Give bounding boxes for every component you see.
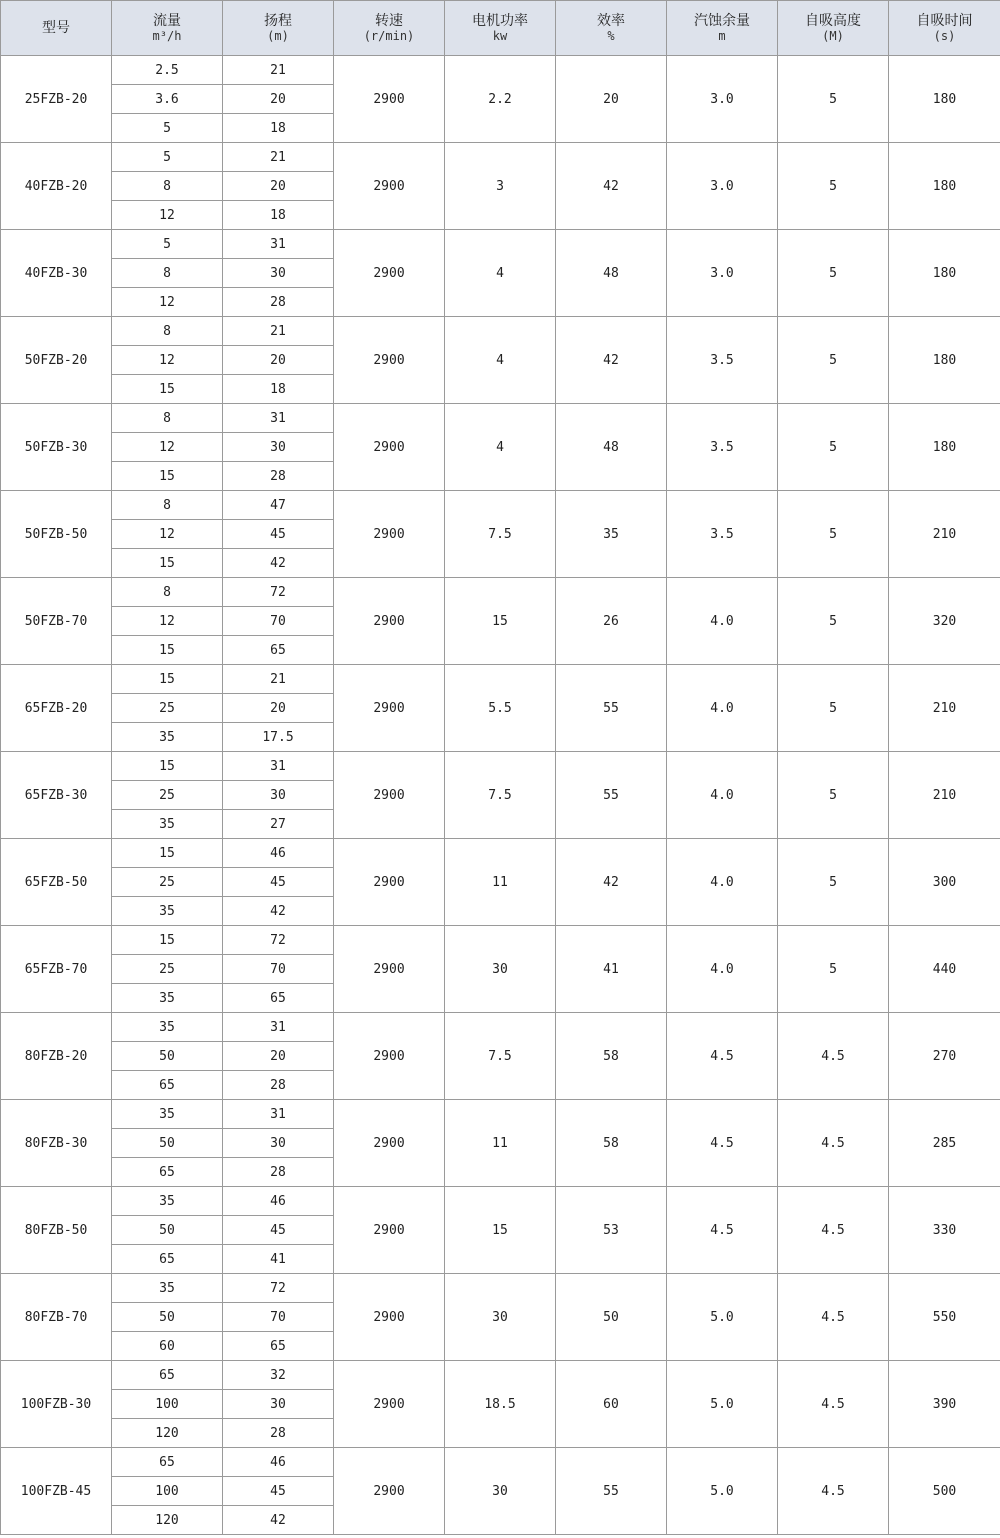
npsh-cell: 4.0 [667,665,778,752]
power-cell: 4 [445,404,556,491]
flow-cell: 12 [112,346,223,375]
power-cell: 11 [445,839,556,926]
power-cell: 7.5 [445,752,556,839]
head-cell: 65 [223,1332,334,1361]
suction-time-cell: 550 [889,1274,1000,1361]
head-cell: 70 [223,1303,334,1332]
flow-cell: 25 [112,955,223,984]
flow-cell: 15 [112,462,223,491]
efficiency-cell: 53 [556,1187,667,1274]
npsh-cell: 3.5 [667,491,778,578]
speed-cell: 2900 [334,491,445,578]
head-cell: 30 [223,1129,334,1158]
suction-time-cell: 300 [889,839,1000,926]
table-row [1,578,1000,607]
head-cell: 18 [223,114,334,143]
npsh-cell: 3.0 [667,56,778,143]
power-cell: 3 [445,143,556,230]
flow-cell: 120 [112,1419,223,1448]
flow-cell: 12 [112,433,223,462]
head-cell: 41 [223,1245,334,1274]
flow-cell: 12 [112,288,223,317]
model-cell: 50FZB-30 [1,404,112,491]
efficiency-cell: 55 [556,665,667,752]
npsh-cell: 4.0 [667,926,778,1013]
npsh-cell: 3.5 [667,404,778,491]
speed-cell: 2900 [334,1100,445,1187]
header-model-label: 型号 [42,20,70,36]
flow-cell: 8 [112,259,223,288]
table-row [1,1187,1000,1216]
head-cell: 30 [223,433,334,462]
header-model [1,1,112,56]
flow-cell: 5 [112,114,223,143]
power-cell: 30 [445,1448,556,1535]
table-row [1,404,1000,433]
flow-cell: 15 [112,839,223,868]
head-cell: 31 [223,1013,334,1042]
efficiency-cell: 58 [556,1013,667,1100]
head-cell: 21 [223,665,334,694]
power-cell: 18.5 [445,1361,556,1448]
flow-cell: 65 [112,1361,223,1390]
power-cell: 30 [445,1274,556,1361]
suction-height-cell: 5 [778,491,889,578]
suction-height-cell: 5 [778,665,889,752]
flow-cell: 35 [112,1100,223,1129]
suction-time-cell: 390 [889,1361,1000,1448]
power-cell: 7.5 [445,491,556,578]
flow-cell: 35 [112,897,223,926]
flow-cell: 8 [112,491,223,520]
npsh-cell: 4.0 [667,578,778,665]
head-cell: 42 [223,897,334,926]
efficiency-cell: 42 [556,143,667,230]
head-cell: 45 [223,520,334,549]
suction-time-cell: 180 [889,404,1000,491]
speed-cell: 2900 [334,56,445,143]
flow-cell: 120 [112,1506,223,1535]
header-flow [112,1,223,56]
header-head [223,1,334,56]
head-cell: 32 [223,1361,334,1390]
model-cell: 80FZB-50 [1,1187,112,1274]
flow-cell: 25 [112,781,223,810]
header-power-label: 电机功率 [472,12,528,29]
suction-height-cell: 4.5 [778,1013,889,1100]
efficiency-cell: 60 [556,1361,667,1448]
speed-cell: 2900 [334,839,445,926]
header-head-unit: (m) [267,28,289,43]
head-cell: 17.5 [223,723,334,752]
flow-cell: 5 [112,143,223,172]
head-cell: 31 [223,752,334,781]
npsh-cell: 4.5 [667,1100,778,1187]
efficiency-cell: 35 [556,491,667,578]
efficiency-cell: 20 [556,56,667,143]
flow-cell: 35 [112,984,223,1013]
head-cell: 31 [223,404,334,433]
suction-time-cell: 180 [889,56,1000,143]
speed-cell: 2900 [334,665,445,752]
header-speed [334,1,445,56]
suction-time-cell: 210 [889,665,1000,752]
power-cell: 4 [445,317,556,404]
npsh-cell: 3.5 [667,317,778,404]
head-cell: 65 [223,984,334,1013]
speed-cell: 2900 [334,578,445,665]
power-cell: 30 [445,926,556,1013]
flow-cell: 35 [112,1274,223,1303]
head-cell: 45 [223,1477,334,1506]
head-cell: 45 [223,1216,334,1245]
suction-height-cell: 5 [778,839,889,926]
flow-cell: 25 [112,694,223,723]
head-cell: 72 [223,926,334,955]
efficiency-cell: 55 [556,1448,667,1535]
flow-cell: 50 [112,1303,223,1332]
npsh-cell: 4.0 [667,839,778,926]
model-cell: 65FZB-70 [1,926,112,1013]
speed-cell: 2900 [334,404,445,491]
flow-cell: 100 [112,1477,223,1506]
suction-height-cell: 4.5 [778,1274,889,1361]
head-cell: 70 [223,607,334,636]
header-speed-unit: (r/min) [363,28,415,43]
npsh-cell: 5.0 [667,1274,778,1361]
npsh-cell: 4.5 [667,1187,778,1274]
flow-cell: 65 [112,1071,223,1100]
header-suction-time [889,1,1000,56]
flow-cell: 12 [112,607,223,636]
suction-height-cell: 5 [778,143,889,230]
suction-height-cell: 5 [778,404,889,491]
table-row [1,1448,1000,1477]
model-cell: 80FZB-70 [1,1274,112,1361]
speed-cell: 2900 [334,317,445,404]
speed-cell: 2900 [334,143,445,230]
suction-time-cell: 180 [889,143,1000,230]
flow-cell: 15 [112,375,223,404]
suction-height-cell: 4.5 [778,1361,889,1448]
suction-time-cell: 285 [889,1100,1000,1187]
flow-cell: 25 [112,868,223,897]
suction-time-cell: 210 [889,491,1000,578]
speed-cell: 2900 [334,752,445,839]
header-head-label: 扬程 [264,12,292,29]
header-flow-unit: m³/h [152,28,182,43]
flow-cell: 8 [112,578,223,607]
header-power [445,1,556,56]
npsh-cell: 4.5 [667,1013,778,1100]
efficiency-cell: 42 [556,317,667,404]
table-header-row [1,1,1000,56]
model-cell: 80FZB-30 [1,1100,112,1187]
head-cell: 30 [223,781,334,810]
flow-cell: 15 [112,549,223,578]
head-cell: 46 [223,1448,334,1477]
model-cell: 40FZB-30 [1,230,112,317]
table-row [1,1013,1000,1042]
power-cell: 15 [445,578,556,665]
power-cell: 15 [445,1187,556,1274]
npsh-cell: 5.0 [667,1448,778,1535]
speed-cell: 2900 [334,926,445,1013]
flow-cell: 12 [112,201,223,230]
table-row [1,1274,1000,1303]
speed-cell: 2900 [334,1361,445,1448]
model-cell: 65FZB-50 [1,839,112,926]
header-efficiency-label: 效率 [597,12,625,29]
head-cell: 31 [223,1100,334,1129]
efficiency-cell: 50 [556,1274,667,1361]
head-cell: 46 [223,1187,334,1216]
model-cell: 100FZB-45 [1,1448,112,1535]
suction-height-cell: 4.5 [778,1100,889,1187]
header-npsh [667,1,778,56]
suction-time-cell: 270 [889,1013,1000,1100]
head-cell: 20 [223,694,334,723]
head-cell: 42 [223,549,334,578]
model-cell: 25FZB-20 [1,56,112,143]
flow-cell: 50 [112,1129,223,1158]
flow-cell: 35 [112,723,223,752]
model-cell: 65FZB-20 [1,665,112,752]
header-suction-height [778,1,889,56]
flow-cell: 65 [112,1158,223,1187]
flow-cell: 15 [112,752,223,781]
table-row [1,665,1000,694]
head-cell: 30 [223,259,334,288]
suction-height-cell: 4.5 [778,1187,889,1274]
suction-height-cell: 5 [778,230,889,317]
head-cell: 20 [223,346,334,375]
head-cell: 42 [223,1506,334,1535]
suction-height-cell: 5 [778,56,889,143]
head-cell: 28 [223,288,334,317]
header-efficiency [556,1,667,56]
flow-cell: 65 [112,1448,223,1477]
power-cell: 7.5 [445,1013,556,1100]
header-power-unit: kw [492,28,508,43]
power-cell: 11 [445,1100,556,1187]
head-cell: 28 [223,462,334,491]
speed-cell: 2900 [334,1187,445,1274]
suction-height-cell: 5 [778,578,889,665]
head-cell: 72 [223,1274,334,1303]
table-body [1,56,1000,1535]
head-cell: 31 [223,230,334,259]
head-cell: 70 [223,955,334,984]
flow-cell: 8 [112,317,223,346]
speed-cell: 2900 [334,1013,445,1100]
head-cell: 20 [223,1042,334,1071]
header-efficiency-unit: % [607,28,615,43]
table-row [1,56,1000,85]
suction-time-cell: 180 [889,230,1000,317]
efficiency-cell: 42 [556,839,667,926]
head-cell: 21 [223,56,334,85]
flow-cell: 100 [112,1390,223,1419]
head-cell: 28 [223,1419,334,1448]
npsh-cell: 5.0 [667,1361,778,1448]
flow-cell: 50 [112,1042,223,1071]
head-cell: 18 [223,201,334,230]
table-row [1,230,1000,259]
flow-cell: 12 [112,520,223,549]
flow-cell: 3.6 [112,85,223,114]
suction-time-cell: 210 [889,752,1000,839]
head-cell: 28 [223,1158,334,1187]
power-cell: 4 [445,230,556,317]
model-cell: 65FZB-30 [1,752,112,839]
head-cell: 21 [223,143,334,172]
header-suction-time-label: 自吸时间 [916,12,973,29]
model-cell: 80FZB-20 [1,1013,112,1100]
model-cell: 50FZB-20 [1,317,112,404]
head-cell: 30 [223,1390,334,1419]
header-npsh-label: 汽蚀余量 [694,12,750,29]
flow-cell: 35 [112,1013,223,1042]
flow-cell: 8 [112,172,223,201]
header-suction-height-unit: (M) [822,28,844,43]
model-cell: 50FZB-50 [1,491,112,578]
speed-cell: 2900 [334,1274,445,1361]
header-speed-label: 转速 [375,12,403,29]
flow-cell: 5 [112,230,223,259]
flow-cell: 35 [112,810,223,839]
table-row [1,752,1000,781]
flow-cell: 15 [112,636,223,665]
head-cell: 21 [223,317,334,346]
head-cell: 20 [223,172,334,201]
suction-time-cell: 330 [889,1187,1000,1274]
suction-time-cell: 180 [889,317,1000,404]
flow-cell: 60 [112,1332,223,1361]
power-cell: 5.5 [445,665,556,752]
flow-cell: 15 [112,926,223,955]
npsh-cell: 3.0 [667,143,778,230]
header-npsh-unit: m [718,28,726,43]
head-cell: 28 [223,1071,334,1100]
efficiency-cell: 58 [556,1100,667,1187]
suction-time-cell: 500 [889,1448,1000,1535]
header-suction-time-unit: (s) [933,28,956,43]
head-cell: 18 [223,375,334,404]
efficiency-cell: 41 [556,926,667,1013]
head-cell: 65 [223,636,334,665]
flow-cell: 50 [112,1216,223,1245]
header-suction-height-label: 自吸高度 [805,12,861,29]
model-cell: 50FZB-70 [1,578,112,665]
efficiency-cell: 48 [556,230,667,317]
table-row [1,1361,1000,1390]
head-cell: 27 [223,810,334,839]
table-row [1,926,1000,955]
npsh-cell: 4.0 [667,752,778,839]
table-row [1,143,1000,172]
suction-height-cell: 5 [778,926,889,1013]
head-cell: 47 [223,491,334,520]
suction-height-cell: 4.5 [778,1448,889,1535]
table-row [1,317,1000,346]
flow-cell: 65 [112,1245,223,1274]
header-flow-label: 流量 [153,12,181,29]
suction-height-cell: 5 [778,752,889,839]
suction-height-cell: 5 [778,317,889,404]
flow-cell: 2.5 [112,56,223,85]
efficiency-cell: 48 [556,404,667,491]
head-cell: 20 [223,85,334,114]
efficiency-cell: 26 [556,578,667,665]
power-cell: 2.2 [445,56,556,143]
suction-time-cell: 440 [889,926,1000,1013]
table-row [1,1100,1000,1129]
table-row [1,839,1000,868]
model-cell: 100FZB-30 [1,1361,112,1448]
table-row [1,491,1000,520]
speed-cell: 2900 [334,1448,445,1535]
model-cell: 40FZB-20 [1,143,112,230]
npsh-cell: 3.0 [667,230,778,317]
flow-cell: 15 [112,665,223,694]
flow-cell: 35 [112,1187,223,1216]
flow-cell: 8 [112,404,223,433]
efficiency-cell: 55 [556,752,667,839]
head-cell: 46 [223,839,334,868]
suction-time-cell: 320 [889,578,1000,665]
speed-cell: 2900 [334,230,445,317]
head-cell: 45 [223,868,334,897]
head-cell: 72 [223,578,334,607]
